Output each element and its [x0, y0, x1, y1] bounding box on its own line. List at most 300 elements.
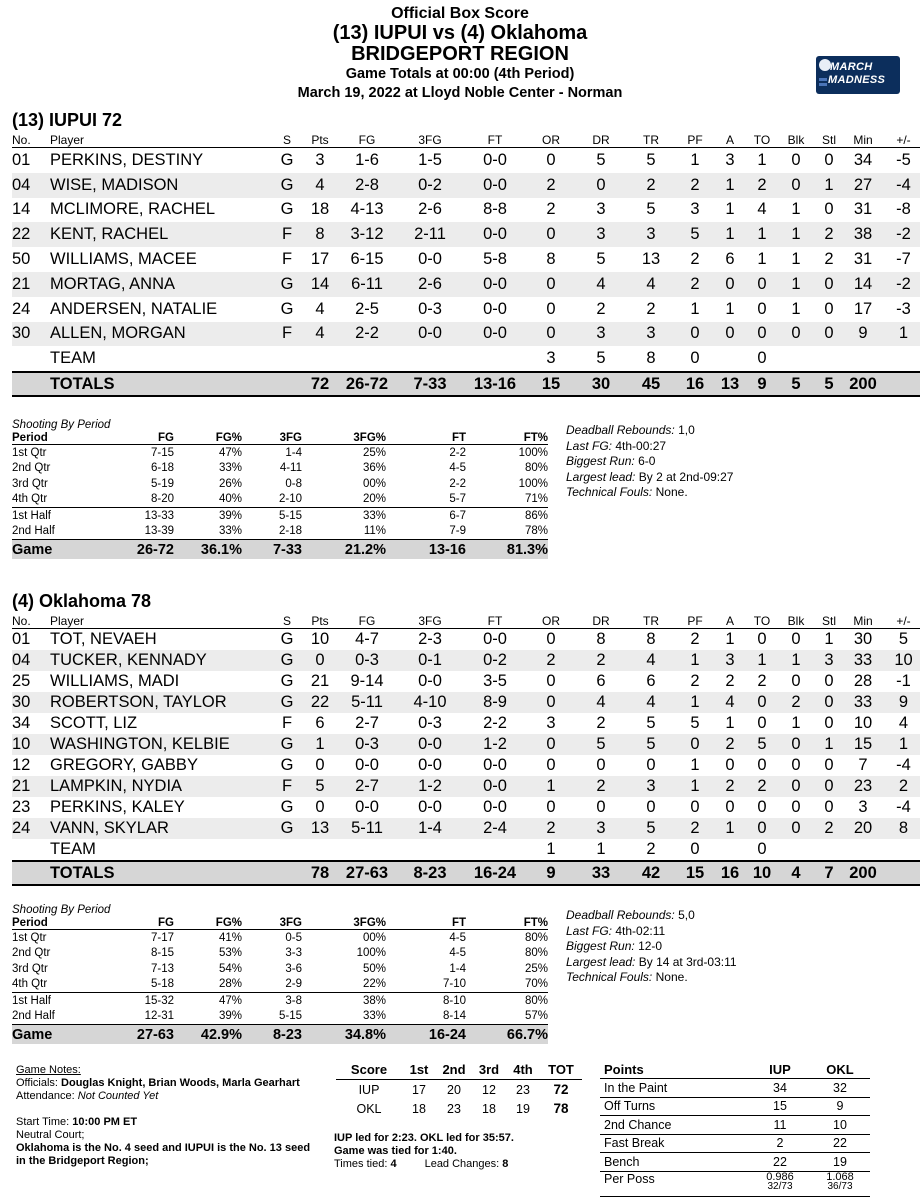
totals-cell: 26-72 — [338, 372, 396, 396]
stat-cell: 2-8 — [338, 173, 396, 198]
shooting-header: FT — [386, 432, 466, 445]
stat-cell: -7 — [896, 250, 911, 269]
stat-cell: -4 — [896, 798, 911, 816]
score-row — [336, 1099, 582, 1118]
stat-cell: 4-10 — [396, 692, 464, 713]
stat-cell — [882, 346, 920, 372]
stat-cell: 0 — [315, 798, 325, 816]
stat-cell: 8 — [646, 630, 656, 648]
stat-cell: 1 — [882, 322, 920, 347]
quarter-row — [12, 461, 548, 477]
stat-cell: 0-3 — [418, 299, 442, 318]
stat-cell: F — [281, 250, 293, 269]
shooting-cell: 28% — [218, 978, 242, 991]
stat-cell: 1 — [882, 734, 920, 755]
stat-cell: 1 — [778, 222, 814, 247]
shooting-cell: 38% — [302, 993, 386, 1009]
shooting-header: 3FG% — [302, 432, 386, 445]
stat-cell: 5 — [596, 250, 606, 269]
note-line: Technical Fouls: None. — [566, 485, 688, 500]
game-row — [12, 540, 548, 560]
totals-cell — [12, 372, 50, 396]
stat-cell: 5 — [646, 200, 656, 219]
score-cell: 19 — [516, 1101, 530, 1116]
stat-cell — [882, 839, 920, 861]
shooting-cell: 4-11 — [279, 462, 302, 475]
stat-cell: 6 — [646, 672, 656, 690]
stat-cell: GREGORY, GABBY — [50, 756, 198, 774]
stat-cell: 0-3 — [338, 650, 396, 671]
quarter-row — [12, 492, 548, 508]
stat-cell: 5 — [646, 150, 656, 169]
stat-cell: 2-11 — [396, 222, 464, 247]
shooting-cell: 36.1% — [174, 540, 242, 560]
shooting-cell: 80% — [524, 462, 548, 475]
shooting-cell: 53% — [218, 947, 242, 960]
stat-cell: 10 — [310, 630, 330, 648]
shooting-title-oklahoma: Shooting By Period — [12, 904, 111, 916]
stat-cell: 10 — [12, 734, 50, 755]
score-row — [336, 1080, 582, 1100]
stat-cell: 0 — [546, 630, 556, 648]
column-header: S — [272, 613, 302, 629]
stat-cell: G — [280, 672, 294, 690]
stat-cell: 2 — [676, 173, 714, 198]
stat-cell: 2 — [746, 776, 778, 797]
stat-cell: 8-8 — [483, 200, 507, 219]
stat-cell — [714, 346, 746, 372]
stat-cell: 0-3 — [338, 734, 396, 755]
stat-cell: 0-2 — [396, 173, 464, 198]
stat-cell: 5-11 — [338, 692, 396, 713]
stat-cell: 21 — [12, 776, 50, 797]
stat-cell: 2 — [746, 173, 778, 198]
stat-cell: WILLIAMS, MADI — [50, 672, 180, 690]
shooting-cell: 100% — [518, 446, 548, 459]
stat-cell: LAMPKIN, NYDIA — [50, 776, 272, 797]
shooting-cell: 80% — [524, 947, 548, 960]
shooting-header: 3FG — [242, 917, 302, 930]
stat-cell: 1 — [302, 734, 338, 755]
stat-cell: 0 — [725, 798, 735, 816]
stat-cell: 4-7 — [355, 630, 379, 648]
points-row — [600, 1097, 870, 1116]
stat-cell: 2 — [690, 672, 700, 690]
player-row — [12, 734, 920, 755]
stat-cell: 0 — [596, 756, 606, 774]
totals-cell: 78 — [302, 861, 338, 885]
stat-cell: 0-3 — [418, 714, 442, 732]
shooting-cell: 57% — [524, 1010, 548, 1023]
stat-cell: 1 — [746, 650, 778, 671]
stat-cell: 2 — [690, 250, 700, 269]
stat-cell: 4 — [714, 692, 746, 713]
points-cell: 2 — [750, 1134, 810, 1153]
stat-cell: 1 — [725, 630, 735, 648]
totals-cell: 9 — [526, 861, 576, 885]
stat-cell: 2 — [757, 672, 767, 690]
player-row — [12, 776, 920, 797]
stat-cell: 3 — [814, 650, 844, 671]
stat-cell: 0 — [646, 756, 656, 774]
column-header: FG — [338, 132, 396, 148]
shooting-cell: 13-16 — [386, 540, 466, 560]
stat-cell: 1 — [714, 173, 746, 198]
quarter-row — [12, 476, 548, 492]
stat-cell: ANDERSEN, NATALIE — [50, 299, 218, 318]
stat-cell: 5-8 — [483, 250, 507, 269]
stat-cell: 1 — [725, 299, 735, 318]
stat-cell: 0 — [676, 734, 714, 755]
player-row — [12, 322, 920, 347]
note-line: Last FG: 4th-00:27 — [566, 438, 667, 453]
stat-cell: 1 — [714, 222, 746, 247]
stat-cell: 0 — [746, 692, 778, 713]
points-row — [600, 1153, 870, 1172]
shooting-cell: 33% — [362, 1010, 386, 1023]
stat-cell: 4 — [757, 200, 767, 219]
totals-cell: 16-24 — [464, 861, 526, 885]
stat-cell: 0-0 — [355, 756, 379, 774]
stat-cell: 3 — [690, 200, 700, 219]
stat-cell: MORTAG, ANNA — [50, 272, 272, 297]
stat-cell: 2 — [596, 714, 606, 732]
shooting-cell: 3rd Qtr — [12, 962, 48, 975]
stat-cell — [396, 346, 464, 372]
stat-cell: G — [280, 200, 294, 219]
shooting-cell: 2-10 — [278, 493, 302, 506]
stat-cell: 4-13 — [350, 200, 384, 219]
stat-cell: 2 — [714, 734, 746, 755]
stat-cell: G — [272, 734, 302, 755]
points-cell: Fast Break — [600, 1134, 750, 1153]
stat-cell: 20 — [844, 818, 882, 839]
stat-cell: 0-0 — [464, 272, 526, 297]
stat-cell: 2 — [714, 776, 746, 797]
points-cell: Per Poss — [600, 1171, 750, 1196]
shooting-cell: 2-9 — [285, 978, 302, 991]
stat-cell: 1 — [791, 299, 801, 318]
stat-cell: 2 — [646, 840, 656, 858]
shooting-header: FG — [92, 432, 174, 445]
stat-cell: 0 — [546, 150, 556, 169]
stat-cell — [338, 346, 396, 372]
shooting-cell: 5-15 — [242, 508, 302, 524]
totals-cell: 4 — [778, 861, 814, 885]
stat-cell: 0 — [778, 776, 814, 797]
stat-cell: 1 — [725, 200, 735, 219]
stat-cell: 0 — [824, 714, 834, 732]
stat-cell: 2 — [824, 250, 834, 269]
column-header: OR — [526, 613, 576, 629]
stat-cell: -4 — [896, 756, 911, 774]
totals-cell: 27-63 — [338, 861, 396, 885]
stat-cell: 33 — [844, 650, 882, 671]
totals-cell: 42 — [626, 861, 676, 885]
shooting-cell: 71% — [524, 493, 548, 506]
shooting-header: FT% — [466, 917, 548, 930]
stat-cell: 5 — [898, 630, 909, 648]
column-header: DR — [576, 132, 626, 148]
stat-cell: 1 — [757, 150, 767, 169]
stat-cell: 31 — [853, 250, 873, 269]
column-header: Blk — [778, 613, 814, 629]
report-title: Official Box Score — [391, 5, 529, 22]
score-cell: 17 — [412, 1082, 426, 1097]
shooting-cell: 3-8 — [242, 993, 302, 1009]
stat-cell: 1 — [746, 222, 778, 247]
stat-cell: 22 — [12, 222, 50, 247]
stat-cell: 0 — [778, 818, 814, 839]
stat-cell: 1 — [676, 776, 714, 797]
officials-line: Officials: Douglas Knight, Brian Woods, Marla Gearhart — [16, 1077, 300, 1089]
stat-cell — [464, 346, 526, 372]
quarter-row — [12, 961, 548, 977]
team-title-iupui: (13) IUPUI 72 — [12, 110, 123, 130]
shooting-cell: 54% — [218, 962, 242, 975]
stat-cell: 0 — [824, 200, 834, 219]
neutral-court-line: Neutral Court; — [16, 1129, 85, 1141]
stat-cell: -2 — [882, 222, 920, 247]
report-header — [0, 4, 920, 103]
shooting-cell: 7-9 — [449, 525, 466, 538]
stat-cell: 0 — [757, 349, 767, 368]
stat-cell: 1 — [596, 840, 606, 858]
shooting-cell: 3rd Qtr — [12, 477, 48, 490]
stat-cell: 0 — [757, 840, 767, 858]
stat-cell: 34 — [12, 714, 31, 732]
stat-cell: 24 — [12, 818, 50, 839]
stat-cell — [272, 839, 302, 861]
totals-cell: 7 — [814, 861, 844, 885]
stat-cell: 2-4 — [464, 818, 526, 839]
stat-cell: 1 — [791, 714, 801, 732]
totals-cell: 8-23 — [396, 861, 464, 885]
shooting-header-row — [12, 432, 548, 445]
shooting-cell: 7-17 — [150, 931, 174, 944]
stat-cell: 2 — [676, 272, 714, 297]
stat-cell: 3 — [315, 150, 325, 169]
shooting-cell: 4-5 — [449, 931, 466, 944]
points-cell: 22 — [810, 1134, 870, 1153]
stat-cell: 4 — [576, 692, 626, 713]
stat-cell: 0 — [676, 322, 714, 347]
shooting-cell: 1st Half — [12, 508, 92, 524]
stat-cell: 2 — [526, 818, 576, 839]
column-header: No. — [12, 132, 50, 148]
stat-cell: 0-0 — [464, 173, 526, 198]
stat-cell: 30 — [12, 692, 50, 713]
shooting-cell: 86% — [466, 508, 548, 524]
stat-cell: 0 — [690, 349, 700, 368]
stat-cell: VANN, SKYLAR — [50, 818, 272, 839]
shooting-cell: 7-10 — [442, 978, 466, 991]
game-date-venue: March 19, 2022 at Lloyd Noble Center - Norman — [297, 85, 623, 101]
note-line: Technical Fouls: None. — [566, 970, 688, 985]
totals-cell: 72 — [302, 372, 338, 396]
stat-cell: G — [272, 650, 302, 671]
shooting-cell: 100% — [518, 477, 548, 490]
stat-cell: 0 — [714, 322, 746, 347]
player-row — [12, 839, 920, 861]
stat-cell: G — [280, 150, 294, 169]
stat-cell: 21 — [12, 272, 50, 297]
stat-cell: F — [272, 222, 302, 247]
stat-cell: 1 — [676, 650, 714, 671]
stat-cell: 2-5 — [355, 299, 379, 318]
stat-cell: 22 — [302, 692, 338, 713]
shooting-cell: 4-5 — [449, 947, 466, 960]
stat-cell: 3 — [576, 322, 626, 347]
stat-cell: 3 — [596, 200, 606, 219]
shooting-cell: 39% — [174, 508, 242, 524]
stat-cell: ROBERTSON, TAYLOR — [50, 692, 272, 713]
stat-cell: 0 — [302, 650, 338, 671]
points-row — [600, 1134, 870, 1153]
shooting-cell: 13-39 — [144, 525, 174, 538]
stat-cell: TUCKER, KENNADY — [50, 650, 272, 671]
stat-cell: 1 — [824, 630, 834, 648]
stat-cell: 3 — [626, 222, 676, 247]
shooting-cell: 100% — [356, 947, 386, 960]
stat-cell: 0 — [824, 756, 834, 774]
stat-cell: 0 — [746, 272, 778, 297]
shooting-cell: 5-15 — [278, 1010, 302, 1023]
column-header: 3FG — [396, 132, 464, 148]
stat-cell: 0 — [814, 776, 844, 797]
stat-cell — [302, 346, 338, 372]
stat-cell — [844, 346, 882, 372]
totals-cell: 16 — [714, 861, 746, 885]
shooting-cell: Game — [12, 1025, 92, 1045]
stat-cell: 0 — [814, 322, 844, 347]
stat-cell: 1 — [814, 734, 844, 755]
points-cell: 19 — [810, 1153, 870, 1172]
stat-cell: 0-0 — [483, 798, 507, 816]
points-cell: In the Paint — [600, 1079, 750, 1098]
note-line: Biggest Run: 6-0 — [566, 454, 656, 469]
stat-cell: G — [280, 299, 294, 318]
shooting-by-period-iupui — [12, 432, 548, 559]
stat-cell: 6-15 — [350, 250, 384, 269]
stat-cell: 18 — [310, 200, 330, 219]
points-breakdown — [600, 1060, 870, 1197]
stat-cell: 0 — [778, 734, 814, 755]
player-row — [12, 650, 920, 671]
stat-cell: 2 — [778, 692, 814, 713]
stat-cell: 0-0 — [464, 776, 526, 797]
shooting-cell: 36% — [362, 462, 386, 475]
note-line: Biggest Run: 12-0 — [566, 939, 663, 954]
player-row — [12, 692, 920, 713]
stat-cell: TEAM — [50, 840, 96, 858]
stat-cell: 2 — [814, 222, 844, 247]
score-cell: 18 — [412, 1101, 426, 1116]
shooting-cell: 39% — [218, 1010, 242, 1023]
stat-cell: 27 — [844, 173, 882, 198]
totals-cell: 5 — [814, 372, 844, 396]
stat-cell: 3-12 — [338, 222, 396, 247]
box-score-iupui — [12, 132, 920, 397]
score-header: 3rd — [472, 1060, 506, 1080]
stat-cell: 4 — [576, 272, 626, 297]
stat-cell: 8-9 — [464, 692, 526, 713]
stat-cell: 0-0 — [464, 222, 526, 247]
stat-cell: 0 — [824, 299, 834, 318]
shooting-cell: 8-10 — [386, 993, 466, 1009]
stat-cell: SCOTT, LIZ — [50, 714, 138, 732]
shooting-cell: Game — [12, 540, 92, 560]
per-poss-row — [600, 1171, 870, 1196]
stat-cell: 9-14 — [350, 672, 384, 690]
stat-cell: 30 — [12, 322, 50, 347]
shooting-cell: 27-63 — [92, 1025, 174, 1045]
shooting-cell: 00% — [362, 477, 386, 490]
totals-cell: 10 — [746, 861, 778, 885]
shooting-cell: 16-24 — [386, 1025, 466, 1045]
stat-cell: 0 — [546, 299, 556, 318]
shooting-cell: 2-2 — [449, 446, 466, 459]
shooting-cell: 25% — [524, 962, 548, 975]
totals-cell — [882, 372, 920, 396]
column-header: PF — [676, 613, 714, 629]
stat-cell: 5 — [596, 150, 606, 169]
shooting-cell: 6-18 — [150, 462, 174, 475]
per-poss-cell: 0.986 32/73 — [750, 1171, 810, 1196]
stat-cell: 2 — [646, 299, 656, 318]
stat-cell: 1-6 — [355, 150, 379, 169]
shooting-cell: 13-33 — [92, 508, 174, 524]
player-row — [12, 629, 920, 651]
stat-cell: 2 — [882, 776, 920, 797]
stat-cell: 10 — [882, 650, 920, 671]
totals-cell: 5 — [778, 372, 814, 396]
stat-cell: 1-4 — [396, 818, 464, 839]
stat-cell: 0-0 — [483, 150, 507, 169]
stat-cell: 0-0 — [483, 630, 507, 648]
stat-cell: 0 — [778, 173, 814, 198]
column-header: Player — [50, 132, 272, 148]
stat-cell: 0 — [746, 818, 778, 839]
shooting-cell: 8-15 — [150, 947, 174, 960]
shooting-cell: 0-5 — [285, 931, 302, 944]
half-row — [12, 1009, 548, 1025]
stat-cell: F — [272, 322, 302, 347]
points-cell: Bench — [600, 1153, 750, 1172]
totals-cell: 33 — [576, 861, 626, 885]
score-cell: 23 — [447, 1101, 461, 1116]
stat-cell: 23 — [12, 798, 31, 816]
shooting-cell: 50% — [362, 962, 386, 975]
stat-cell: 3 — [546, 714, 556, 732]
stat-cell: 0 — [526, 272, 576, 297]
stat-cell: 1 — [757, 250, 767, 269]
totals-cell — [272, 861, 302, 885]
stat-cell: 0 — [824, 798, 834, 816]
stat-cell: 0-0 — [418, 756, 442, 774]
stat-cell — [814, 346, 844, 372]
stat-cell: G — [280, 756, 294, 774]
stat-cell: WASHINGTON, KELBIE — [50, 734, 272, 755]
shooting-cell: 33% — [218, 462, 242, 475]
stat-cell: 0 — [546, 756, 556, 774]
column-header: +/- — [882, 132, 920, 148]
stat-cell: 0 — [791, 630, 801, 648]
stat-cell: 6 — [725, 250, 735, 269]
stat-cell: 6 — [596, 672, 606, 690]
points-cell: 32 — [810, 1079, 870, 1098]
stat-cell: -1 — [896, 672, 911, 690]
